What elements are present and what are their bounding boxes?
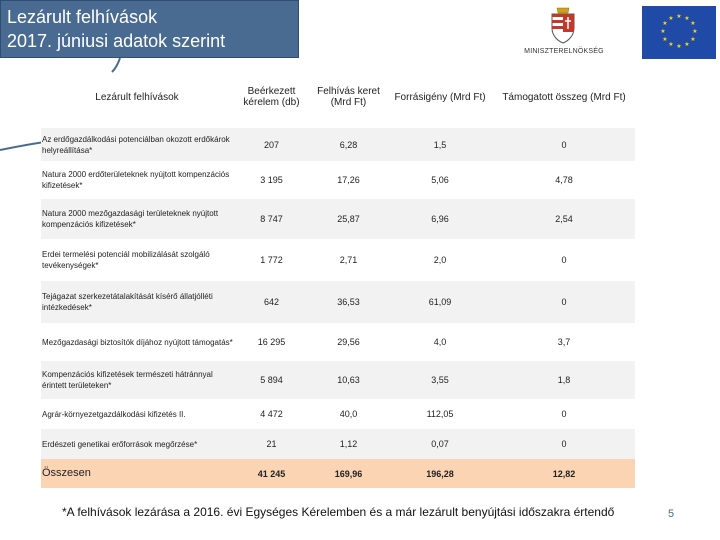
footnote: *A felhívások lezárása a 2016. évi Egységes Kérelemben és a már lezárult benyújtási időszakra értendő: [62, 505, 615, 519]
title-line-2: 2017. júniusi adatok szerint: [7, 31, 226, 51]
cell-requests: 5 894: [233, 361, 310, 399]
cell-supported: 0: [493, 281, 635, 323]
cell-demand: 61,09: [387, 281, 493, 323]
cell-demand: 0,07: [387, 429, 493, 459]
row-label: Erdészeti genetikai erőforrások megőrzése*: [41, 429, 233, 459]
row-label: Mezőgazdasági biztosítók díjához nyújtott támogatás*: [42, 337, 233, 347]
column-header-supported: Támogatott összeg (Mrd Ft): [502, 91, 626, 103]
table-total-row: [41, 459, 635, 488]
column-header-calls: Lezárult felhívások: [95, 91, 179, 103]
svg-text:★: ★: [684, 41, 690, 48]
cell-demand: 6,96: [387, 199, 493, 239]
table-row: [41, 281, 635, 323]
svg-text:★: ★: [668, 15, 674, 22]
title-banner: [0, 0, 299, 58]
cell-demand: 1,5: [387, 128, 493, 161]
table-row: [41, 128, 635, 161]
cell-demand: 3,55: [387, 361, 493, 399]
svg-text:★: ★: [662, 20, 668, 27]
cell-requests: 642: [233, 281, 310, 323]
svg-text:★: ★: [676, 13, 682, 20]
table-row: [41, 323, 635, 361]
row-label: Tejágazat szerkezetátalakítását kísérő állatjólléti intézkedések*: [41, 281, 233, 323]
table-row: [41, 161, 635, 199]
row-label: Kompenzációs kifizetések természeti hátránnyal érintett területeken*: [41, 361, 233, 399]
cell-requests: 1 772: [260, 255, 283, 265]
cell-budget: 17,26: [337, 175, 360, 185]
row-label: Agrár-környezetgazdálkodási kifizetés II.: [42, 409, 186, 419]
table-row: [41, 429, 635, 459]
cell-requests: 8 747: [233, 199, 310, 239]
cell-demand: 2,0: [433, 255, 447, 265]
cell-supported: 2,54: [493, 199, 635, 239]
cell-supported: 0: [493, 429, 635, 459]
column-header-demand: Forrásigény (Mrd Ft): [394, 91, 486, 103]
total-label: Összesen: [41, 459, 233, 488]
row-label: Az erdőgazdálkodási potenciálban okozott erdőkárok helyreállítása*: [41, 128, 233, 161]
cell-supported: 0: [493, 128, 635, 161]
cell-budget: 2,71: [339, 255, 358, 265]
svg-text:★: ★: [668, 41, 674, 48]
cell-requests: 3 195: [260, 175, 283, 185]
cell-demand: 5,06: [431, 175, 449, 185]
cell-supported: 1,8: [493, 361, 635, 399]
cell-supported: 0: [561, 409, 567, 419]
cell-supported: 3,7: [557, 337, 571, 347]
cell-budget: 36,53: [310, 281, 387, 323]
row-label: Natura 2000 mezőgazdasági területeknek nyújtott kompenzációs kifizetések*: [41, 199, 233, 239]
total-budget: 169,96: [310, 459, 387, 488]
table-row: [41, 239, 635, 281]
cell-requests: 4 472: [260, 409, 283, 419]
cell-supported: 4,78: [555, 175, 573, 185]
ministry-logo-text: MINISZTERELNÖKSÉG: [524, 48, 604, 55]
cell-supported: 0: [561, 255, 567, 265]
svg-text:★: ★: [690, 20, 696, 27]
cell-demand: 4,0: [433, 337, 447, 347]
cell-budget: 40,0: [339, 409, 358, 419]
column-header-budget: Felhívás keret (Mrd Ft): [317, 86, 380, 108]
page-number: 5: [668, 508, 675, 520]
cell-requests: 207: [233, 128, 310, 161]
cell-budget: 1,12: [310, 429, 387, 459]
svg-text:★: ★: [676, 43, 682, 50]
total-demand: 196,28: [387, 459, 493, 488]
svg-text:★: ★: [692, 28, 698, 35]
cell-budget: 25,87: [310, 199, 387, 239]
table-row: [41, 399, 635, 429]
svg-text:★: ★: [660, 28, 666, 35]
row-label: Erdei termelési potenciál mobilizálását szolgáló tevékenységek*: [42, 250, 210, 270]
closed-calls-table: [41, 66, 635, 488]
cell-budget: 10,63: [310, 361, 387, 399]
cell-budget: 6,28: [310, 128, 387, 161]
svg-text:★: ★: [662, 36, 668, 43]
table-row: [41, 199, 635, 239]
column-header-requests: Beérkezett kérelem (db): [243, 86, 300, 108]
row-label: Natura 2000 erdőterületeknek nyújtott kompenzációs kifizetések*: [42, 170, 230, 190]
cell-demand: 112,05: [426, 409, 454, 419]
eu-flag-icon: [642, 6, 716, 59]
cell-requests: 16 295: [257, 337, 286, 347]
svg-text:★: ★: [684, 15, 690, 22]
hungarian-crest-icon: [548, 6, 578, 44]
total-requests: 41 245: [233, 459, 310, 488]
cell-budget: 29,56: [337, 337, 360, 347]
title-line-1: Lezárult felhívások: [7, 7, 158, 27]
cell-requests: 21: [233, 429, 310, 459]
table-row: [41, 361, 635, 399]
svg-text:★: ★: [690, 36, 696, 43]
table-header-row: [41, 66, 635, 128]
total-supported: 12,82: [493, 459, 635, 488]
